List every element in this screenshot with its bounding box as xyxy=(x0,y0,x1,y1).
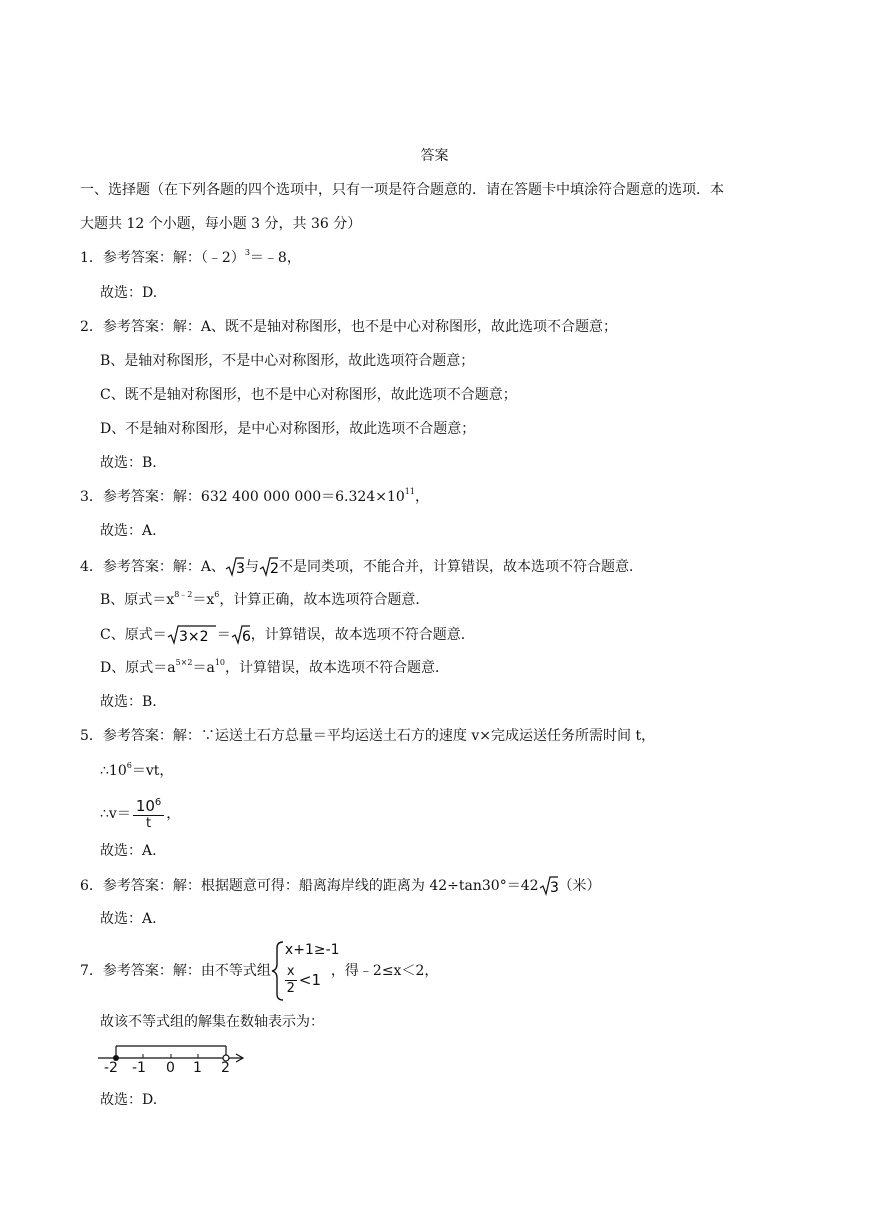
q4-option-d: D、原式$=a^{5\times 2}=a^{10}$，计算错误，故本选项不符合题意． xyxy=(100,658,450,676)
q7-line2: 故该不等式组的解集在数轴表示为： xyxy=(100,1014,324,1030)
q1-choose: 故选：D. xyxy=(100,285,158,301)
q4-option-b: B、原式$=x^{8﹣2}=x^6$，计算正确，故本选项符合题意． xyxy=(100,590,430,608)
q5-line1: 5．参考答案：解：∵运送土石方总量＝平均运送土石方的速度 v×完成运送任务所需时间 t， xyxy=(80,728,656,744)
axis-tick-label: 0 xyxy=(166,1060,175,1076)
axis-tick-label: 2 xyxy=(221,1060,230,1076)
svg-text:3×2: 3×2 xyxy=(178,629,209,645)
section-heading-line1: 一、选择题（在下列各题的四个选项中，只有一项是符合题意的．请在答题卡中填涂符合题意的选项．本 xyxy=(80,182,724,198)
q3-answer: 3．参考答案：解：632 400 000 $000=6.324\times 10^{11}$， xyxy=(80,487,429,505)
brace-icon xyxy=(271,940,285,1002)
sqrt-expression xyxy=(259,556,279,578)
axis-tick-label: -2 xyxy=(104,1060,118,1076)
sqrt-expression xyxy=(231,624,251,646)
svg-text:6: 6 xyxy=(241,629,251,645)
svg-text:2: 2 xyxy=(270,561,279,577)
svg-text:3: 3 xyxy=(549,880,559,896)
sqrt-expression xyxy=(225,556,245,578)
q4-choose: 故选：B. xyxy=(100,694,157,710)
q4-option-c: C、原式＝ 3×2 ＝ 6 ，计算错误，故本选项不符合题意． xyxy=(100,624,475,646)
q2-option-b: B、是轴对称图形，不是中心对称图形，故此选项符合题意； xyxy=(100,353,475,369)
number-line xyxy=(96,1040,248,1080)
axis-tick-label: 1 xyxy=(193,1060,202,1076)
q5-line2: $\therefore 10^6=vt$， xyxy=(100,761,174,779)
page-title: 答案 xyxy=(420,148,449,164)
q4-option-a: 4．参考答案：解：A、 3 与 2 不是同类项，不能合并，计算错误，故本选项不符合题意． xyxy=(80,556,643,578)
q7-choose: 故选：D. xyxy=(100,1092,158,1108)
q2-option-a: 2．参考答案：解：A、既不是轴对称图形，也不是中心对称图形，故此选项不合题意； xyxy=(80,319,618,335)
fraction: $\frac{10^6}{t}$ xyxy=(133,797,164,832)
q3-choose: 故选：A. xyxy=(100,523,157,539)
q6-choose: 故选：A. xyxy=(100,911,157,927)
q6-answer: 6．参考答案：解：根据题意可得：船离海岸线的距离为 42÷tan30°＝42 3 （米） xyxy=(80,875,601,897)
sqrt-expression xyxy=(167,624,217,646)
section-heading-line2: 大题共 12 个小题，每小题 3 分，共 36 分） xyxy=(80,216,362,232)
q2-choose: 故选：B. xyxy=(100,455,157,471)
sqrt-expression xyxy=(539,875,559,897)
q2-option-d: D、不是轴对称图形，是中心对称图形，故此选项不合题意； xyxy=(100,421,476,437)
q5-choose: 故选：A. xyxy=(100,843,157,859)
q7-answer: 7．参考答案：解：由不等式组 x+1≥-1 x 2 <1 ，得﹣2≤x＜2， xyxy=(80,940,438,1002)
q2-option-c: C、既不是轴对称图形，也不是中心对称图形，故此选项不合题意； xyxy=(100,387,517,403)
q5-line3: ∴v＝ $\frac{10^6}{t}$ ， xyxy=(100,796,181,831)
axis-tick-label: -1 xyxy=(132,1060,146,1076)
inequality-system: x+1≥-1 x 2 <1 xyxy=(271,940,331,1002)
q1-answer: 1．参考答案：解：（﹣2）$^3$＝﹣8， xyxy=(80,248,301,266)
svg-text:3: 3 xyxy=(236,561,245,577)
